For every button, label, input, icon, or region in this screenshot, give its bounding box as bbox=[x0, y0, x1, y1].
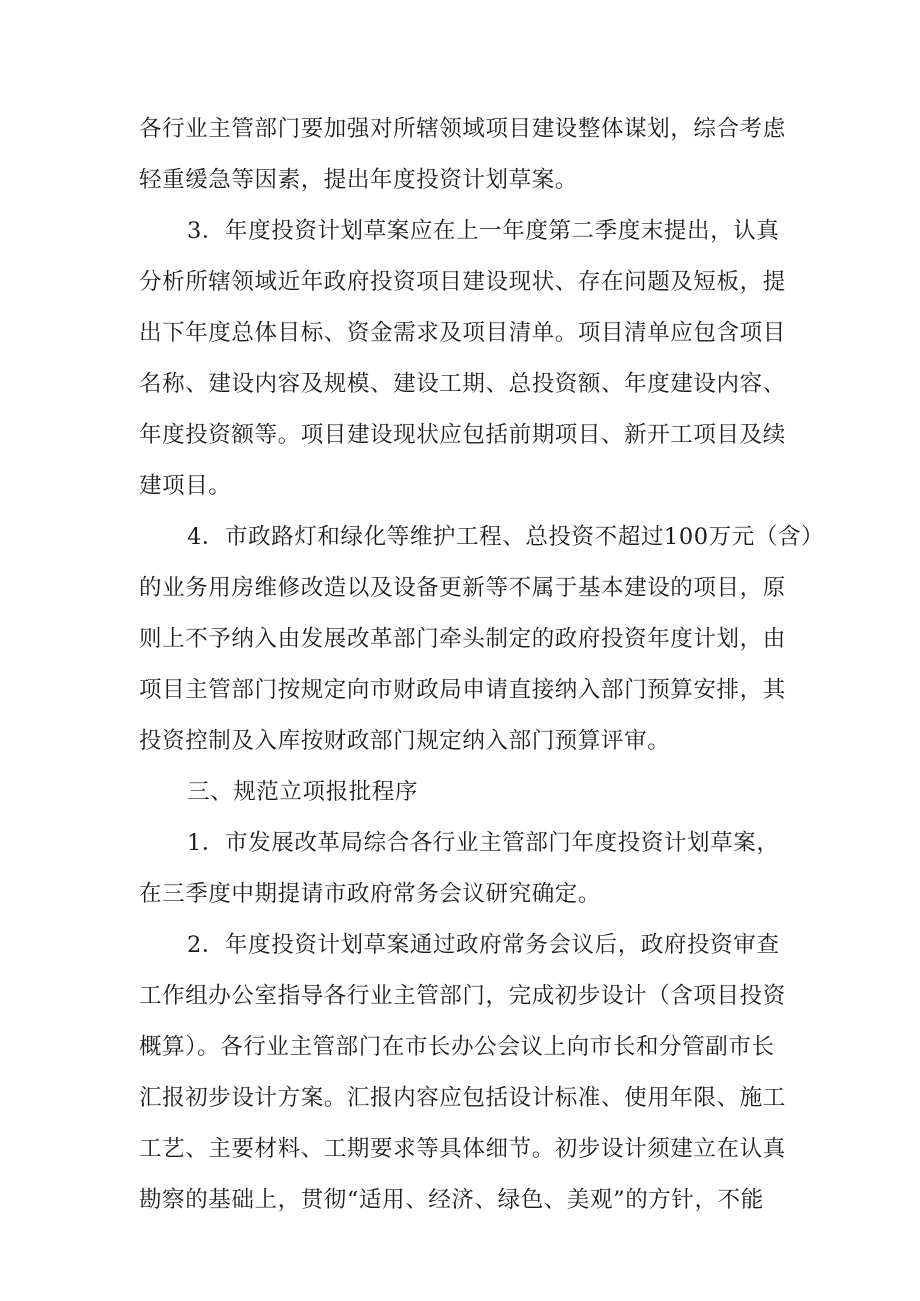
text-line: 汇报初步设计方案。汇报内容应包括设计标准、使用年限、施工 bbox=[139, 1085, 786, 1111]
text-line: 各行业主管部门要加强对所辖领域项目建设整体谋划，综合考虑 bbox=[139, 116, 786, 142]
text-line: 出下年度总体目标、资金需求及项目清单。项目清单应包含项目 bbox=[139, 320, 786, 346]
text-line: 则上不予纳入由发展改革部门牵头制定的政府投资年度计划，由 bbox=[139, 626, 786, 652]
paragraph-1-start: 1．市发展改革局综合各行业主管部门年度投资计划草案， bbox=[187, 830, 780, 856]
text-line: 概算）。各行业主管部门在市长办公会议上向市长和分管副市长 bbox=[139, 1034, 775, 1060]
paragraph-4-start: 4．市政路灯和绿化等维护工程、总投资不超过100万元（含） bbox=[187, 524, 825, 550]
text-line: 年度投资额等。项目建设现状应包括前期项目、新开工项目及续 bbox=[139, 422, 786, 448]
text-line: 的业务用房维修改造以及设备更新等不属于基本建设的项目，原 bbox=[139, 575, 786, 601]
text-line: 工作组办公室指导各行业主管部门，完成初步设计（含项目投资 bbox=[139, 983, 786, 1009]
text-line: 名称、建设内容及规模、建设工期、总投资额、年度建设内容、 bbox=[139, 371, 786, 397]
text-line: 工艺、主要材料、工期要求等具体细节。初步设计须建立在认真 bbox=[139, 1136, 786, 1162]
paragraph-2-start: 2．年度投资计划草案通过政府常务会议后，政府投资审查 bbox=[187, 932, 780, 958]
text-line: 投资控制及入库按财政部门规定纳入部门预算评审。 bbox=[139, 728, 671, 754]
text-line: 轻重缓急等因素，提出年度投资计划草案。 bbox=[139, 167, 578, 193]
section-heading: 三、规范立项报批程序 bbox=[187, 779, 419, 805]
text-line: 分析所辖领域近年政府投资项目建设现状、存在问题及短板，提 bbox=[139, 269, 786, 295]
text-line: 在三季度中期提请市政府常务会议研究确定。 bbox=[139, 881, 602, 907]
text-line: 建项目。 bbox=[139, 473, 232, 499]
text-line: 勘察的基础上，贯彻“适用、经济、绿色、美观”的方针，不能 bbox=[139, 1187, 764, 1213]
text-line: 项目主管部门按规定向市财政局申请直接纳入部门预算安排，其 bbox=[139, 677, 786, 703]
paragraph-3-start: 3．年度投资计划草案应在上一年度第二季度末提出，认真 bbox=[187, 218, 780, 244]
